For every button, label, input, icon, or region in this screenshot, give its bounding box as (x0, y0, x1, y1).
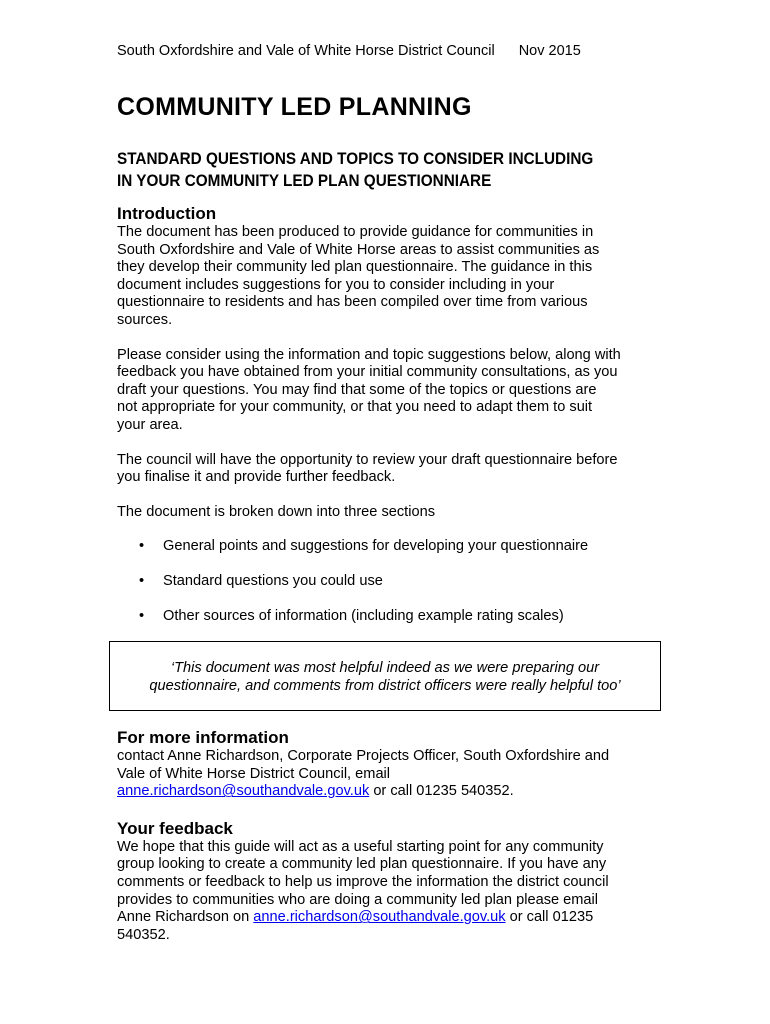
feedback-paragraph (117, 839, 663, 945)
list-item (117, 573, 663, 591)
subtitle-line-2: IN YOUR COMMUNITY LED PLAN QUESTIONNIARE (117, 171, 492, 190)
text-line: your area. (117, 416, 183, 433)
text-line: Please consider using the information and topic suggestions below, along with (117, 346, 621, 363)
feedback-heading: Your feedback (117, 818, 233, 838)
introduction-paragraph-2 (117, 347, 663, 435)
document-body (117, 203, 663, 961)
text-line: group looking to create a community led plan questionnaire. If you have any (117, 856, 607, 873)
text-line: contact Anne Richardson, Corporate Projects Officer, South Oxfordshire and (117, 748, 610, 765)
page-header (117, 42, 663, 60)
header-organisation: South Oxfordshire and Vale of White Horse District Council (117, 43, 495, 59)
text-line: draft your questions. You may find that some of the topics or questions are (117, 381, 597, 398)
testimonial-quote-box (109, 641, 661, 711)
text-line: comments or feedback to help us improve the information the district council (117, 874, 609, 891)
text-line: Vale of White Horse District Council, email (117, 765, 391, 782)
document-title: COMMUNITY LED PLANNING (117, 93, 472, 121)
text-line: they develop their community led plan questionnaire. The guidance in this (117, 259, 593, 276)
feedback-line-5-end: or call 01235 (505, 909, 594, 926)
bullet-icon: • (139, 538, 145, 555)
text-line: The council will have the opportunity to review your draft questionnaire before (117, 451, 618, 468)
text-line: not appropriate for your community, or that you need to adapt them to suit (117, 399, 593, 416)
text-line: The document is broken down into three sections (117, 503, 435, 520)
header-date: Nov 2015 (518, 43, 581, 59)
text-line: you finalise it and provide further feedback. (117, 469, 396, 486)
introduction-heading: Introduction (117, 204, 217, 223)
text-line (117, 909, 663, 927)
more-info-phone-text: or call 01235 540352. (369, 783, 514, 800)
subtitle-line-1: STANDARD QUESTIONS AND TOPICS TO CONSIDER INCLUDING (117, 149, 594, 168)
list-item-text: Other sources of information (including example rating scales) (163, 607, 564, 624)
introduction-paragraph-3 (117, 452, 663, 487)
feedback-line-5-start: Anne Richardson on (117, 909, 254, 926)
text-line: The document has been produced to provide guidance for communities in (117, 224, 594, 240)
list-item (117, 538, 663, 556)
introduction-paragraph-1 (117, 224, 663, 330)
more-info-email-link[interactable]: anne.richardson@southandvale.gov.uk (117, 783, 370, 800)
introduction-paragraph-4 (117, 504, 663, 522)
text-line: We hope that this guide will act as a useful starting point for any community (117, 838, 604, 855)
text-line: 540352. (117, 926, 170, 943)
text-line: document includes suggestions for you to consider including in your (117, 276, 555, 293)
list-item (117, 608, 663, 626)
list-item-text: Standard questions you could use (163, 572, 383, 589)
quote-line-1: ‘This document was most helpful indeed as we were preparing our (170, 660, 600, 677)
sections-list (117, 538, 663, 625)
list-item-text: General points and suggestions for developing your questionnaire (163, 538, 589, 555)
text-line: feedback you have obtained from your initial community consultations, as you (117, 364, 618, 381)
text-line: questionnaire to residents and has been compiled over time from various (117, 294, 588, 311)
bullet-icon: • (139, 607, 145, 624)
text-line: South Oxfordshire and Vale of White Horse areas to assist communities as (117, 241, 600, 258)
text-line: sources. (117, 311, 173, 328)
more-info-paragraph (117, 748, 663, 801)
quote-line-2: questionnaire, and comments from district officers were really helpful too’ (149, 677, 621, 694)
text-line: provides to communities who are doing a community led plan please email (117, 891, 599, 908)
text-line (117, 783, 663, 801)
feedback-email-link[interactable]: anne.richardson@southandvale.gov.uk (253, 909, 506, 926)
more-info-heading: For more information (117, 728, 289, 748)
bullet-icon: • (139, 572, 145, 589)
document-subtitle (117, 148, 608, 192)
